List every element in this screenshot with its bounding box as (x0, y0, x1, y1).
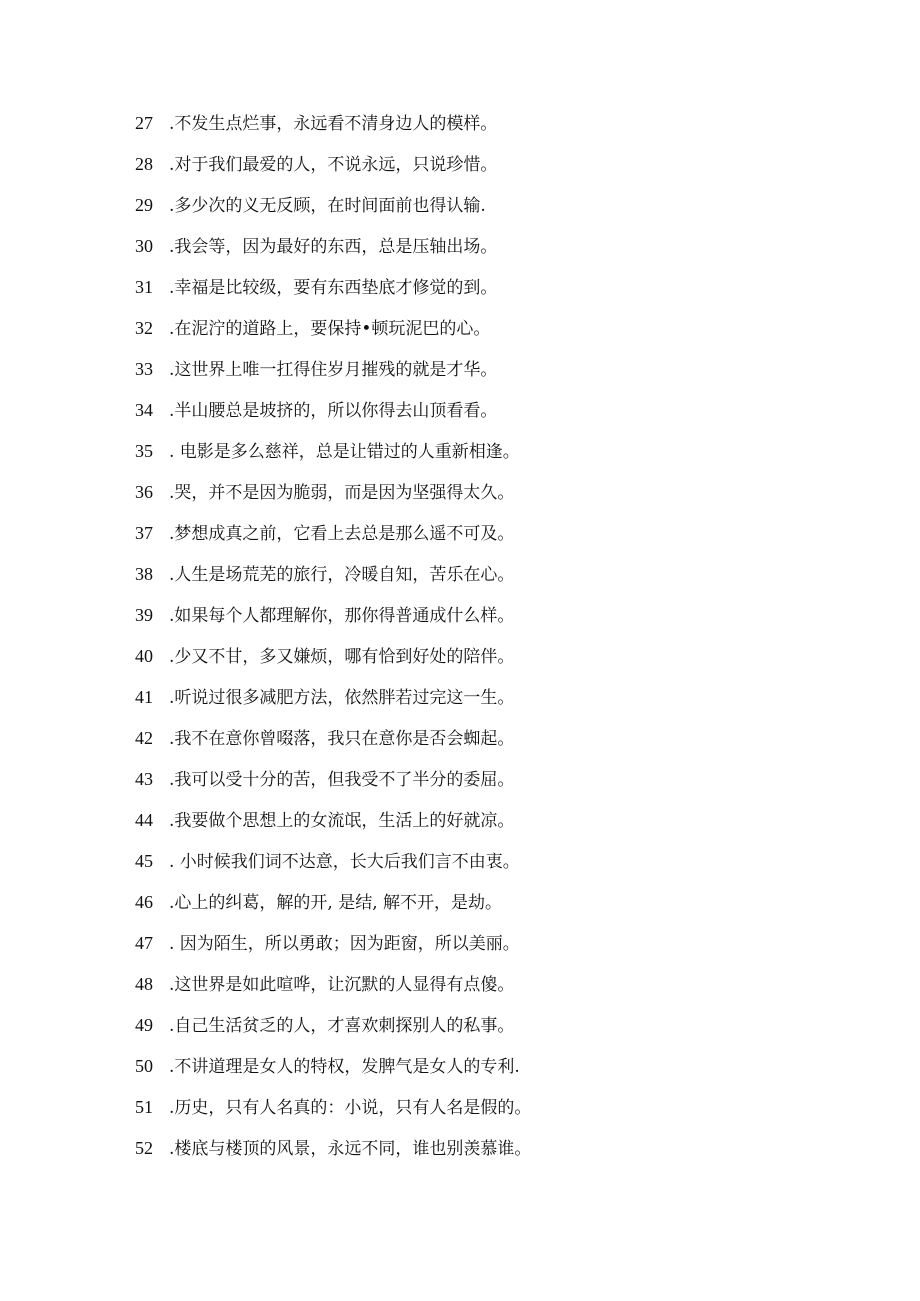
list-item (135, 272, 835, 313)
item-text: . 因为陌生，所以勇敢；因为距窗，所以美丽。 (169, 934, 520, 954)
list-item (135, 231, 835, 272)
item-text: .不讲道理是女人的特权，发脾气是女人的专利. (169, 1057, 520, 1077)
list-item (135, 436, 835, 477)
item-number: 40 (135, 646, 153, 666)
list-item (135, 1092, 835, 1133)
list-item (135, 1133, 835, 1174)
list-item (135, 887, 835, 928)
list-item (135, 641, 835, 682)
item-text: .梦想成真之前，它看上去总是那么遥不可及。 (169, 524, 515, 544)
list-item (135, 682, 835, 723)
item-text: .自己生活贫乏的人，才喜欢刺探别人的私事。 (169, 1016, 515, 1036)
item-number: 47 (135, 933, 153, 953)
item-number: 30 (135, 236, 153, 256)
item-number: 43 (135, 769, 153, 789)
list-item (135, 969, 835, 1010)
item-text: .对于我们最爱的人，不说永远，只说珍惜。 (169, 155, 498, 175)
list-item (135, 1010, 835, 1051)
list-item (135, 1051, 835, 1092)
list-item (135, 805, 835, 846)
list-item (135, 354, 835, 395)
list-item (135, 149, 835, 190)
item-text: .我会等，因为最好的东西，总是压轴出场。 (169, 237, 498, 257)
list-item (135, 600, 835, 641)
item-number: 34 (135, 400, 153, 420)
item-number: 42 (135, 728, 153, 748)
item-number: 37 (135, 523, 153, 543)
item-text: .少又不甘，多又嫌烦，哪有恰到好处的陪伴。 (169, 647, 515, 667)
item-text: .在泥泞的道路上，要保持•顿玩泥巴的心。 (169, 319, 491, 339)
item-text: .半山腰总是坡挤的，所以你得去山顶看看。 (169, 401, 498, 421)
item-number: 32 (135, 318, 153, 338)
item-text: .我不在意你曾啜落，我只在意你是否会蜘起。 (169, 729, 515, 749)
item-number: 48 (135, 974, 153, 994)
item-number: 36 (135, 482, 153, 502)
item-text: .我可以受十分的苦，但我受不了半分的委屈。 (169, 770, 515, 790)
item-text: . 小时候我们词不达意，长大后我们言不由衷。 (169, 852, 520, 872)
item-number: 45 (135, 851, 153, 871)
item-number: 51 (135, 1097, 153, 1117)
item-text: .楼底与楼顶的风景，永远不同，谁也别羡慕谁。 (169, 1139, 532, 1159)
quote-list (135, 108, 835, 1174)
list-item (135, 518, 835, 559)
item-number: 38 (135, 564, 153, 584)
item-text: .哭，并不是因为脆弱，而是因为坚强得太久。 (169, 483, 515, 503)
item-text: .不发生点烂事，永远看不清身边人的模样。 (169, 114, 498, 134)
item-text: .人生是场荒芜的旅行，冷暖自知，苦乐在心。 (169, 565, 515, 585)
item-text: .我要做个思想上的女流氓，生活上的好就凉。 (169, 811, 515, 831)
list-item (135, 395, 835, 436)
item-text: .这世界上唯一扛得住岁月摧残的就是才华。 (169, 360, 498, 380)
item-text: .听说过很多减肥方法，依然胖若过完这一生。 (169, 688, 515, 708)
list-item (135, 313, 835, 354)
item-number: 28 (135, 154, 153, 174)
item-number: 33 (135, 359, 153, 379)
item-text: . 电影是多么慈祥，总是让错过的人重新相逢。 (169, 442, 520, 462)
item-number: 52 (135, 1138, 153, 1158)
list-item (135, 477, 835, 518)
list-item (135, 190, 835, 231)
item-number: 41 (135, 687, 153, 707)
item-number: 50 (135, 1056, 153, 1076)
item-number: 27 (135, 113, 153, 133)
item-number: 46 (135, 892, 153, 912)
list-item (135, 723, 835, 764)
list-item (135, 928, 835, 969)
item-text: .幸福是比较级，要有东西垫底才修觉的到。 (169, 278, 498, 298)
item-number: 44 (135, 810, 153, 830)
list-item (135, 846, 835, 887)
item-number: 39 (135, 605, 153, 625)
list-item (135, 108, 835, 149)
item-text: .心上的纠葛，解的开, 是结, 解不开，是劫。 (169, 893, 503, 913)
item-number: 49 (135, 1015, 153, 1035)
item-text: .这世界是如此喧哗，让沉默的人显得有点傻。 (169, 975, 515, 995)
item-text: .多少次的义无反顾，在时间面前也得认输. (169, 196, 486, 216)
item-number: 29 (135, 195, 153, 215)
item-number: 31 (135, 277, 153, 297)
item-text: .历史，只有人名真的：小说，只有人名是假的。 (169, 1098, 532, 1118)
item-number: 35 (135, 441, 153, 461)
list-item (135, 559, 835, 600)
item-text: .如果每个人都理解你，那你得普通成什么样。 (169, 606, 515, 626)
list-item (135, 764, 835, 805)
